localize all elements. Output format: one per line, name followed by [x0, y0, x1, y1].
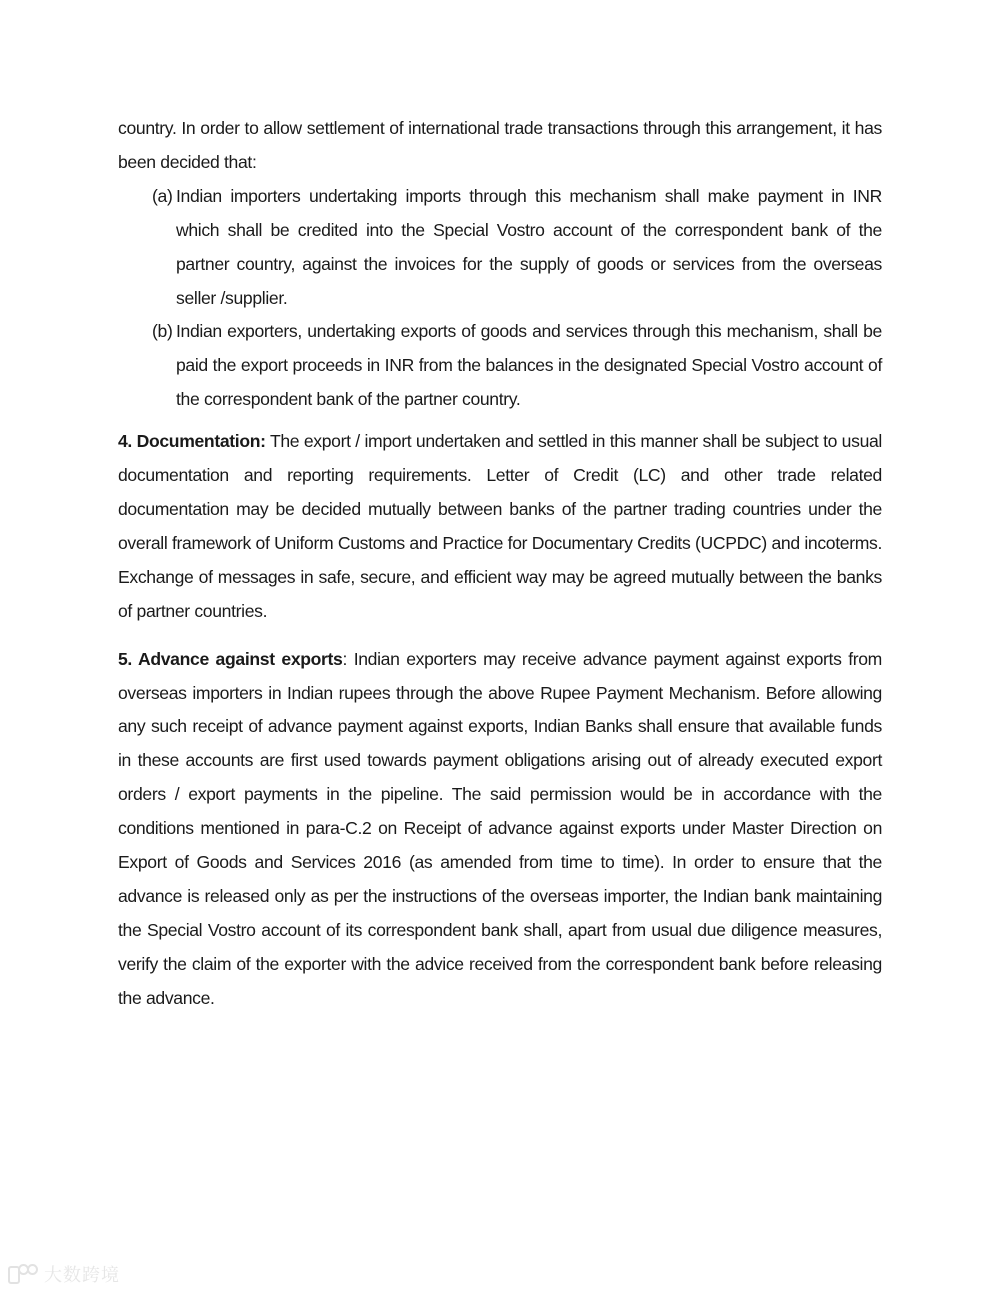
- section-heading: 4. Documentation:: [118, 431, 266, 452]
- list-item-a: [118, 180, 882, 316]
- section-body: : Indian exporters may receive advance payment against exports from overseas importers in Indian rupees through the above Rupee Payment Mechanism. Before allowing any such receipt of advance payment against exports, Indian Banks shall ensure that available funds in these accounts are first used towards payment obligations arising out of already executed export orders / export payments in the pipeline. The said permission would be in accordance with the conditions mentioned in para-C.2 on Receipt of advance against exports under Master Direction on Export of Goods and Services 2016 (as amended from time to time). In order to ensure that the advance is released only as per the instructions of the overseas importer, the Indian bank maintaining the Special Vostro account of its correspondent bank shall, apart from usual due diligence measures, verify the claim of the exporter with the advice received from the correspondent bank before releasing the advance.: [118, 648, 882, 1008]
- section-heading: 5. Advance against exports: [118, 648, 343, 669]
- section-body: The export / import undertaken and settled in this manner shall be subject to usual documentation and reporting requirements. Letter of Credit (LC) and other trade related documentation may be decided mutually between banks of the partner trading countries under the overall framework of Uniform Customs and Practice for Documentary Credits (UCPDC) and incoterms. Exchange of messages in safe, secure, and efficient way may be agreed mutually between the banks of partner countries.: [118, 431, 882, 621]
- watermark: [8, 1262, 120, 1286]
- list-marker: (b): [152, 321, 173, 342]
- document-page: [118, 112, 882, 1016]
- list-item-b: [118, 315, 882, 417]
- intro-paragraph: country. In order to allow settlement of international trade transactions through this arrangement, it has been decided that:: [118, 118, 882, 172]
- decision-list: [118, 180, 882, 417]
- watermark-logo-icon: [8, 1264, 38, 1284]
- list-item-text: Indian importers undertaking imports through this mechanism shall make payment in INR which shall be credited into the Special Vostro account of the correspondent bank of the partner country, against the invoices for the supply of goods or services from the overseas seller /supplier.: [176, 185, 882, 308]
- list-marker: (a): [152, 185, 173, 206]
- list-item-text: Indian exporters, undertaking exports of goods and services through this mechanism, shall be paid the export proceeds in INR from the balances in the designated Special Vostro account of the correspondent bank of the partner country.: [176, 321, 882, 410]
- section-documentation: [118, 425, 882, 628]
- watermark-text: 大数跨境: [44, 1265, 120, 1286]
- section-advance-against-exports: [118, 643, 882, 1016]
